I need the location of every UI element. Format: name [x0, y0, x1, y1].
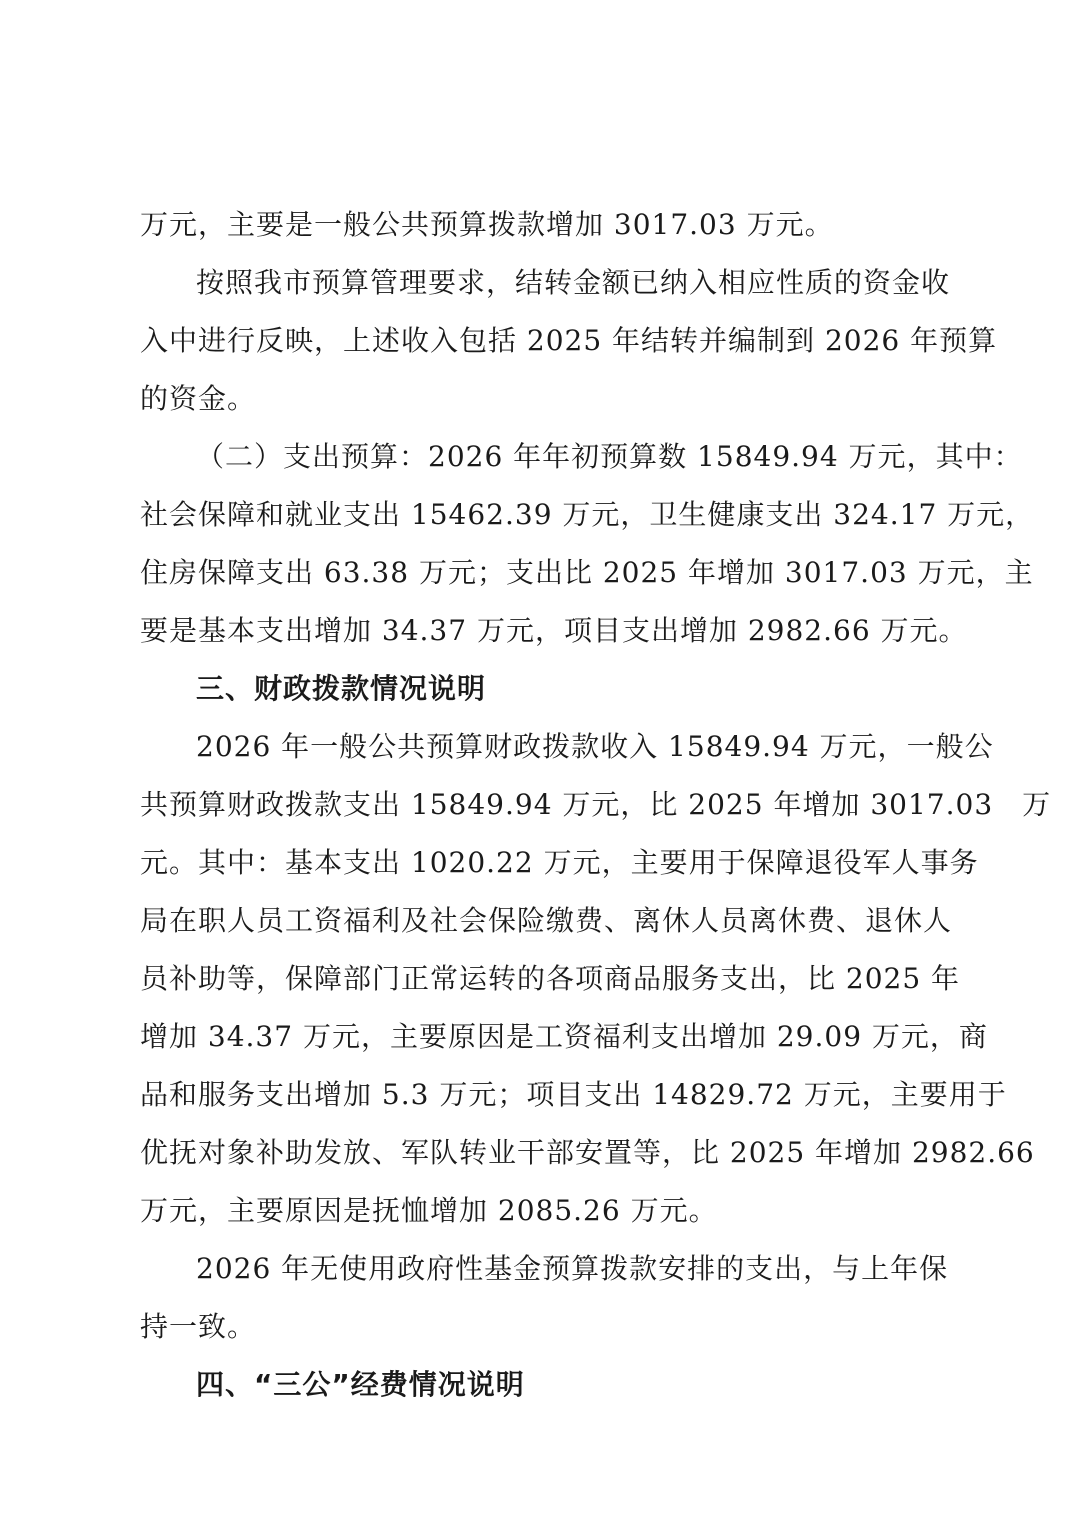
body-text-line: 持一致。 [140, 1310, 257, 1343]
body-text-line: 局在职人员工资福利及社会保险缴费、离休人员离休费、退休人 [140, 904, 953, 937]
body-text-line: 社会保障和就业支出 15462.39 万元，卫生健康支出 324.17 万元， [140, 498, 1035, 531]
body-text-line: 住房保障支出 63.38 万元；支出比 2025 年增加 3017.03 万元，主 [140, 556, 1034, 589]
body-text-line: 优抚对象补助发放、军队转业干部安置等，比 2025 年增加 2982.66 [140, 1136, 1035, 1169]
body-text-line: 入中进行反映，上述收入包括 2025 年结转并编制到 2026 年预算 [140, 324, 998, 357]
body-text-line: 2026 年无使用政府性基金预算拨款安排的支出，与上年保 [196, 1252, 949, 1285]
body-text-line: 要是基本支出增加 34.37 万元，项目支出增加 2982.66 万元。 [140, 614, 968, 647]
body-text-line: 按照我市预算管理要求，结转金额已纳入相应性质的资金收 [196, 266, 951, 299]
body-text-line: 增加 34.37 万元，主要原因是工资福利支出增加 29.09 万元，商 [140, 1020, 988, 1053]
body-text-line: 共预算财政拨款支出 15849.94 万元，比 2025 年增加 3017.03 万 [140, 788, 1052, 821]
body-text-line: 万元，主要原因是抚恤增加 2085.26 万元。 [140, 1194, 718, 1227]
body-text-line: 的资金。 [140, 382, 257, 415]
body-text-line: 员补助等，保障部门正常运转的各项商品服务支出，比 2025 年 [140, 962, 961, 995]
body-text-line: （二）支出预算：2026 年年初预算数 15849.94 万元，其中： [196, 440, 1023, 473]
body-text-line: 2026 年一般公共预算财政拨款收入 15849.94 万元，一般公 [196, 730, 994, 763]
section-heading: 四、“三公”经费情况说明 [196, 1368, 525, 1401]
section-heading: 三、财政拨款情况说明 [196, 672, 487, 705]
body-text-line: 万元，主要是一般公共预算拨款增加 3017.03 万元。 [140, 208, 834, 241]
document-page [140, 196, 1052, 1414]
body-text-line: 品和服务支出增加 5.3 万元；项目支出 14829.72 万元，主要用于 [140, 1078, 1007, 1111]
body-text-line: 元。其中：基本支出 1020.22 万元，主要用于保障退役军人事务 [140, 846, 979, 879]
